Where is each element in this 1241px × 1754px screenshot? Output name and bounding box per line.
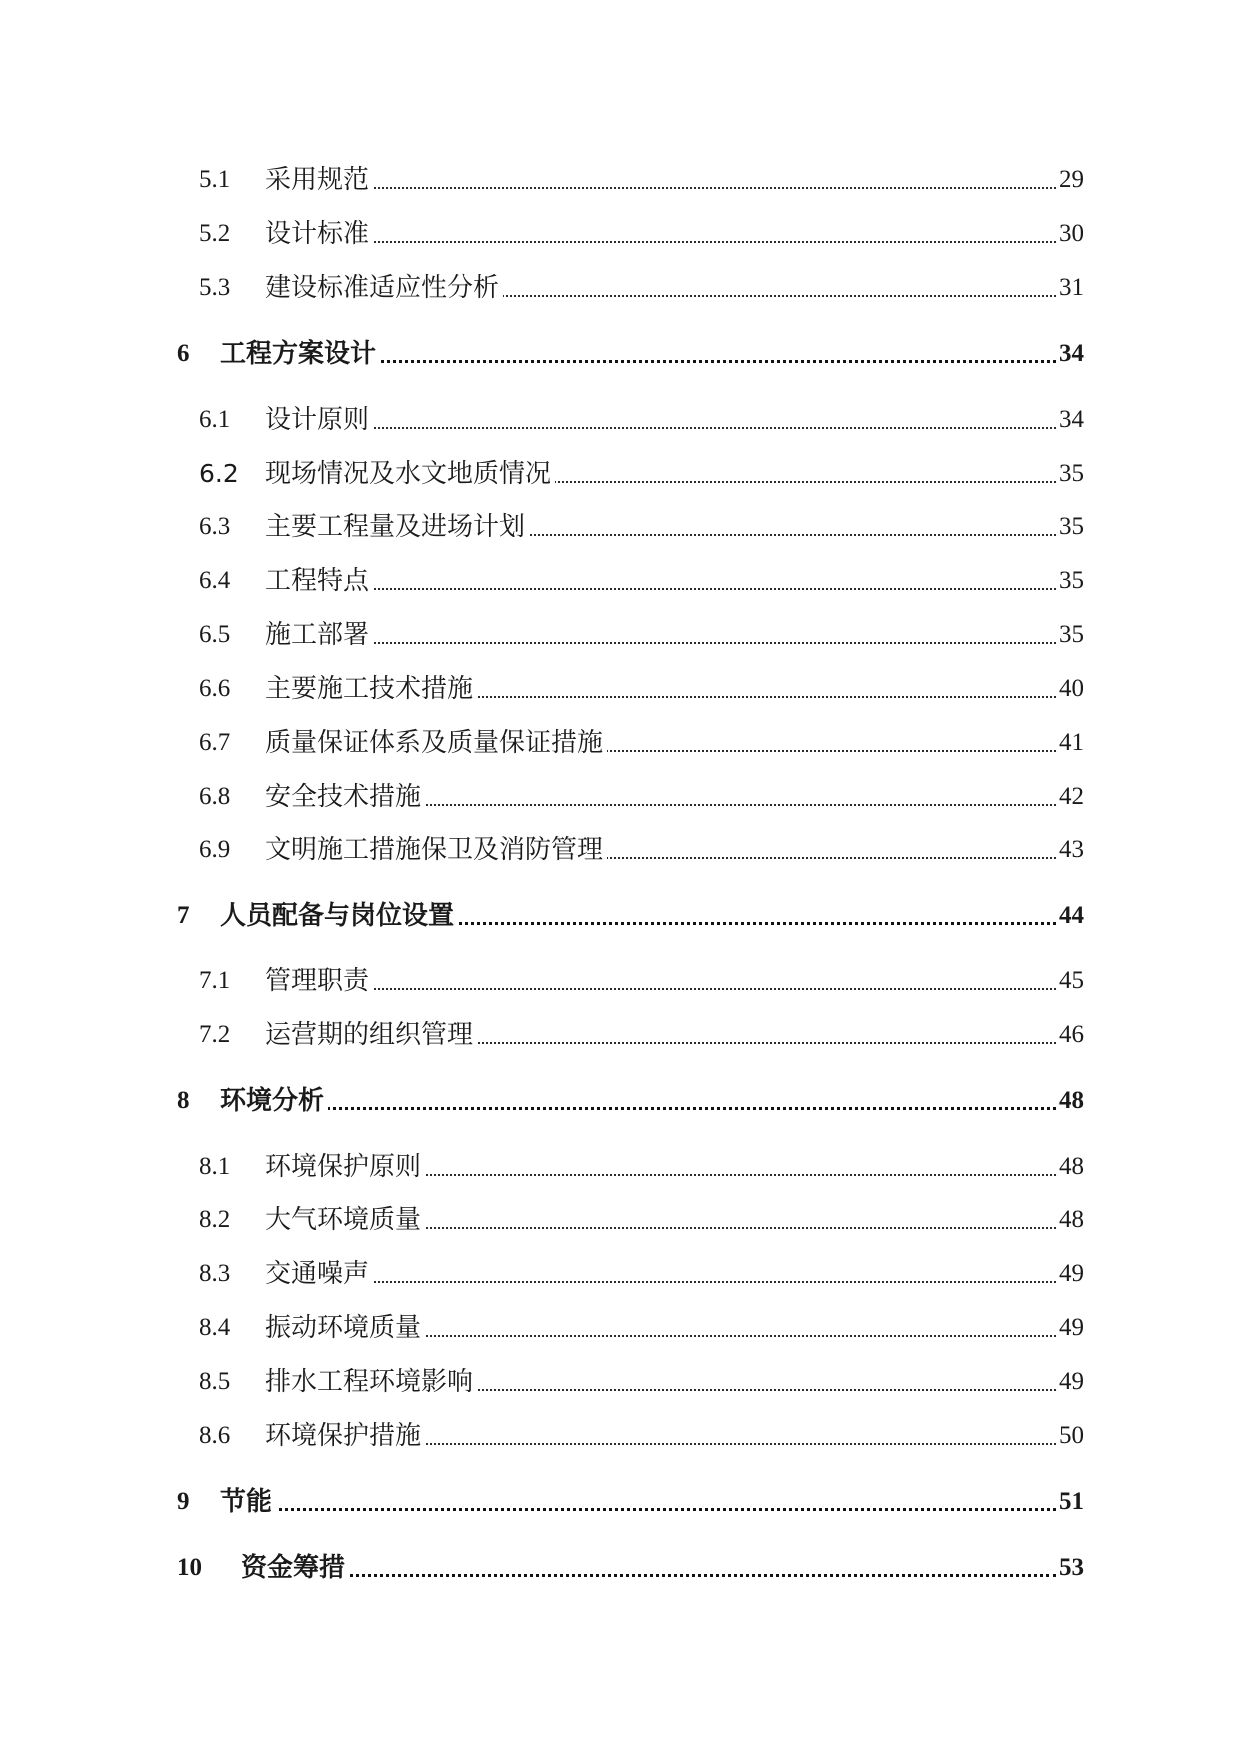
toc-entry-page: 49: [1059, 1362, 1084, 1402]
toc-chapter-entry[interactable]: [0, 1482, 1241, 1522]
toc-entry[interactable]: [0, 615, 1241, 655]
toc-chapter-title: 人员配备与岗位设置: [220, 896, 458, 936]
toc-chapter-number: 7: [177, 896, 190, 936]
toc-entry-number: 5.2: [199, 214, 230, 254]
toc-entry[interactable]: [0, 1200, 1241, 1240]
toc-entry-title: 文明施工措施保卫及消防管理: [265, 830, 607, 870]
toc-entry-title: 安全技术措施: [265, 777, 425, 817]
toc-entry-title: 设计标准: [265, 214, 373, 254]
toc-entry-page: 42: [1059, 777, 1084, 817]
dot-leader: [265, 241, 1056, 243]
toc-entry[interactable]: [0, 400, 1241, 440]
toc-entry-page: 46: [1059, 1015, 1084, 1055]
toc-entry-title: 施工部署: [265, 615, 373, 655]
toc-entry-title: 环境保护措施: [265, 1416, 425, 1456]
toc-entry-title: 主要施工技术措施: [265, 669, 477, 709]
dot-leader: [265, 988, 1056, 990]
toc-entry-number: 8.2: [199, 1200, 230, 1240]
toc-chapter-page: 53: [1059, 1548, 1084, 1588]
toc-entry-number: 8.1: [199, 1147, 230, 1187]
dot-leader: [241, 1574, 1056, 1577]
toc-chapter-entry[interactable]: [0, 896, 1241, 936]
toc-entry-title: 大气环境质量: [265, 1200, 425, 1240]
dot-leader: [265, 588, 1056, 590]
toc-entry-number: 8.6: [199, 1416, 230, 1456]
dot-leader: [265, 427, 1056, 429]
dot-leader: [265, 1281, 1056, 1283]
toc-entry-number: 6.8: [199, 777, 230, 817]
toc-entry-title: 排水工程环境影响: [265, 1362, 477, 1402]
toc-entry[interactable]: [0, 1147, 1241, 1187]
toc-chapter-title: 环境分析: [220, 1081, 328, 1121]
toc-chapter-page: 51: [1059, 1482, 1084, 1522]
toc-entry-title: 工程特点: [265, 561, 373, 601]
toc-entry[interactable]: [0, 723, 1241, 763]
toc-entry-title: 振动环境质量: [265, 1308, 425, 1348]
toc-entry-page: 29: [1059, 160, 1084, 200]
toc-chapter-number: 8: [177, 1081, 190, 1121]
toc-entry[interactable]: [0, 214, 1241, 254]
toc-entry-number: 6.7: [199, 723, 230, 763]
dot-leader: [265, 187, 1056, 189]
toc-entry-page: 35: [1059, 615, 1084, 655]
toc-entry-title: 采用规范: [265, 160, 373, 200]
toc-entry-page: 49: [1059, 1308, 1084, 1348]
toc-entry-number: 6.5: [199, 615, 230, 655]
toc-entry-title: 管理职责: [265, 961, 373, 1001]
toc-entry[interactable]: [0, 1015, 1241, 1055]
toc-entry[interactable]: [0, 1416, 1241, 1456]
toc-entry[interactable]: [0, 830, 1241, 870]
toc-entry-page: 35: [1059, 454, 1084, 494]
toc-chapter-title: 节能: [220, 1482, 276, 1522]
toc-entry[interactable]: [0, 777, 1241, 817]
toc-chapter-number: 10: [177, 1548, 202, 1588]
toc-entry-number: 8.3: [199, 1254, 230, 1294]
toc-entry-number: 7.1: [199, 961, 230, 1001]
dot-leader: [265, 642, 1056, 644]
toc-entry[interactable]: [0, 1308, 1241, 1348]
toc-entry-page: 48: [1059, 1147, 1084, 1187]
toc-chapter-page: 44: [1059, 896, 1084, 936]
dot-leader: [220, 1107, 1056, 1110]
toc-entry-number: 6.9: [199, 830, 230, 870]
toc-chapter-entry[interactable]: [0, 334, 1241, 374]
toc-entry-page: 31: [1059, 268, 1084, 308]
toc-entry-page: 34: [1059, 400, 1084, 440]
toc-entry-page: 49: [1059, 1254, 1084, 1294]
toc-chapter-page: 34: [1059, 334, 1084, 374]
toc-entry-number: 7.2: [199, 1015, 230, 1055]
toc-chapter-number: 9: [177, 1482, 190, 1522]
toc-entry-title: 现场情况及水文地质情况: [265, 454, 555, 494]
toc-entry-title: 环境保护原则: [265, 1147, 425, 1187]
toc-chapter-page: 48: [1059, 1081, 1084, 1121]
toc-entry-title: 运营期的组织管理: [265, 1015, 477, 1055]
toc-chapter-entry[interactable]: [0, 1548, 1241, 1588]
toc-entry[interactable]: [0, 961, 1241, 1001]
toc-entry-number: 6.1: [199, 400, 230, 440]
toc-entry[interactable]: [0, 507, 1241, 547]
toc-entry-page: 45: [1059, 961, 1084, 1001]
toc-entry-title: 设计原则: [265, 400, 373, 440]
toc-entry[interactable]: [0, 669, 1241, 709]
toc-entry-number: 8.4: [199, 1308, 230, 1348]
toc-entry-title: 主要工程量及进场计划: [265, 507, 529, 547]
toc-entry[interactable]: [0, 1254, 1241, 1294]
toc-entry-title: 质量保证体系及质量保证措施: [265, 723, 607, 763]
toc-entry[interactable]: [0, 561, 1241, 601]
toc-chapter-entry[interactable]: [0, 1081, 1241, 1121]
toc-entry-number: 6.3: [199, 507, 230, 547]
toc-entry-number: 8.5: [199, 1362, 230, 1402]
toc-entry-page: 43: [1059, 830, 1084, 870]
toc-entry-page: 30: [1059, 214, 1084, 254]
toc-entry[interactable]: [0, 1362, 1241, 1402]
toc-entry-page: 48: [1059, 1200, 1084, 1240]
toc-entry-page: 35: [1059, 561, 1084, 601]
toc-entry[interactable]: [0, 160, 1241, 200]
dot-leader: [220, 1508, 1056, 1511]
toc-entry-number: 6.4: [199, 561, 230, 601]
toc-chapter-title: 资金筹措: [241, 1548, 349, 1588]
toc-entry-page: 50: [1059, 1416, 1084, 1456]
toc-chapter-number: 6: [177, 334, 190, 374]
toc-entry-page: 35: [1059, 507, 1084, 547]
toc-entry-page: 40: [1059, 669, 1084, 709]
toc-chapter-title: 工程方案设计: [220, 334, 380, 374]
toc-entry-number: 5.3: [199, 268, 230, 308]
toc-entry-number: 5.1: [199, 160, 230, 200]
toc-entry-number: 6.6: [199, 669, 230, 709]
toc-entry[interactable]: [0, 454, 1241, 494]
toc-entry-title: 交通噪声: [265, 1254, 373, 1294]
toc-entry-page: 41: [1059, 723, 1084, 763]
toc-entry-title: 建设标准适应性分析: [265, 268, 503, 308]
toc-entry[interactable]: [0, 268, 1241, 308]
toc-entry-number: 6.2: [199, 454, 239, 494]
